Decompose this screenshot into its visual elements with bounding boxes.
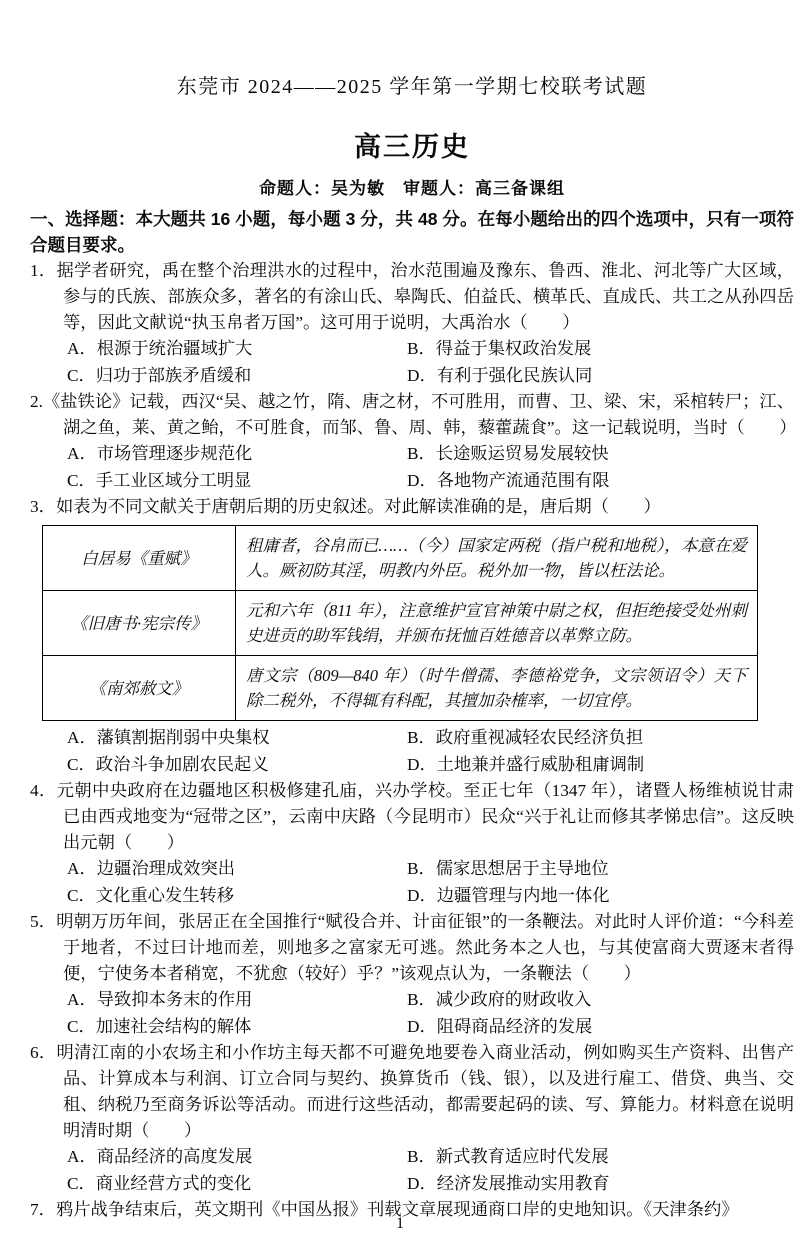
question-stem — [30, 1040, 794, 1144]
question-text: 据学者研究，禹在整个治理洪水的过程中，治水范围遍及豫东、鲁西、淮北、河北等广大区域，参与的氏族、部族众多，著名的有涂山氏、皋陶氏、伯益氏、横革氏、直成氏、共工之从孙四岳等，因此文献说“执玉帛者万国”。这可用于说明，大禹治水（ ） — [56, 261, 794, 332]
question-text: 元朝中央政府在边疆地区积极修建孔庙，兴办学校。至正七年（1347 年），诸暨人杨维桢说甘肃已由西戎地变为“冠带之区”，云南中庆路（今昆明市）民众“兴于礼让而修其孝悌忠信”。这反映出元朝（ ） — [56, 781, 794, 852]
sources-table — [42, 525, 758, 721]
question-block-3 — [30, 494, 794, 778]
option-a: A．边疆治理成效突出 — [67, 859, 236, 878]
table-row — [43, 591, 758, 656]
question-block-2 — [30, 389, 797, 494]
question-stem — [30, 258, 794, 336]
question-block-1 — [30, 258, 794, 389]
exam-paper-page — [0, 70, 800, 1251]
option-b: B．儒家思想居于主导地位 — [407, 859, 609, 878]
question-stem — [30, 494, 794, 520]
option-c: C．政治斗争加剧农民起义 — [67, 754, 269, 774]
option-d: D．边疆管理与内地一体化 — [407, 885, 610, 905]
table-row — [43, 656, 758, 721]
options-group — [30, 441, 794, 494]
option-d: D．各地物产流通范围有限 — [407, 470, 610, 490]
source-title-cell: 《旧唐书·宪宗传》 — [43, 591, 236, 656]
option-row — [30, 336, 794, 363]
option-b: B．新式教育适应时代发展 — [407, 1147, 609, 1166]
question-number: 3． — [30, 497, 56, 516]
option-c: C．加速社会结构的解体 — [67, 1016, 252, 1036]
option-c: C．归功于部族矛盾缓和 — [67, 365, 252, 385]
option-b: B．减少政府的财政收入 — [407, 990, 592, 1009]
table-row — [43, 526, 758, 591]
source-title-cell: 《南郊赦文》 — [43, 656, 236, 721]
option-a: A．商品经济的高度发展 — [67, 1147, 253, 1166]
option-b: B．政府重视减轻农民经济负担 — [407, 728, 644, 747]
question-number: 1． — [30, 261, 57, 280]
question-block-4 — [30, 778, 794, 909]
option-row — [30, 987, 794, 1014]
source-title-cell: 白居易《重赋》 — [43, 526, 236, 591]
question-stem — [30, 909, 794, 987]
exam-title: 东莞市 2024——2025 学年第一学期七校联考试题 — [176, 76, 648, 98]
question-number: 6． — [30, 1043, 57, 1062]
option-a: A．根源于统治疆域扩大 — [67, 339, 253, 358]
option-d: D．土地兼并盛行威胁租庸调制 — [407, 754, 645, 774]
question-text: 鸦片战争结束后，英文期刊《中国丛报》刊载文章展现通商口岸的史地知识。《天津条约》 — [55, 1200, 739, 1219]
question-number: 7． — [30, 1200, 56, 1219]
option-row — [30, 1014, 794, 1041]
question-text: 《盐铁论》记载，西汉“吴、越之竹，隋、唐之材，不可胜用，而曹、卫、梁、宋，采棺转尸；江、湖之鱼，莱、黄之鲐，不可胜食，而邹、鲁、周、韩，藜藿蔬食”。这一记载说明，当时（ ） — [42, 392, 797, 437]
option-a: A．藩镇割据削弱中央集权 — [67, 728, 270, 747]
options-group — [30, 725, 794, 778]
question-text: 明朝万历年间，张居正在全国推行“赋役合并、计亩征银”的一条鞭法。对此时人评价道：“今科差于地者，不过曰计地而差，则地多之富家无可逃。然此务本之人也，与其使富商大贾逐末者得便，宁使务本者稍宽，不犹愈（较好）乎？”该观点认为，一条鞭法（ ） — [56, 912, 794, 983]
option-a: A．导致抑本务末的作用 — [67, 990, 253, 1009]
option-a: A．市场管理逐步规范化 — [67, 444, 253, 463]
question-block-6 — [30, 1040, 794, 1197]
options-group — [30, 987, 794, 1040]
question-stem — [30, 389, 797, 441]
source-content-cell: 租庸者，谷帛而已……（今）国家定两税（指户税和地税），本意在爱人。厥初防其淫，明教内外臣。税外加一物，皆以枉法论。 — [236, 526, 758, 591]
option-row — [30, 468, 794, 495]
option-row — [30, 752, 794, 779]
source-content-cell: 元和六年（811 年），注意维护宣官神策中尉之权，但拒绝接受处州刺史进贡的助军钱绢，并颁布抚恤百姓德音以革弊立防。 — [236, 591, 758, 656]
options-group — [30, 856, 794, 909]
source-content-cell: 唐文宗（809—840 年）（时牛僧孺、李德裕党争，文宗领诏令）天下除二税外，不得辄有科配，其擅加杂榷率，一切宜停。 — [236, 656, 758, 721]
section-one-instructions: 一、选择题：本大题共 16 小题，每小题 3 分，共 48 分。在每小题给出的四个选项中，只有一项符合题目要求。 — [30, 209, 794, 255]
option-row — [30, 725, 794, 752]
option-row — [30, 1144, 794, 1171]
questions-list — [30, 258, 797, 1223]
option-c: C．商业经营方式的变化 — [67, 1173, 252, 1193]
option-b: B．长途贩运贸易发展较快 — [407, 444, 609, 463]
option-d: D．有利于强化民族认同 — [407, 365, 593, 385]
option-d: D．经济发展推动实用教育 — [407, 1173, 610, 1193]
question-text: 如表为不同文献关于唐朝后期的历史叙述。对此解读准确的是，唐后期（ ） — [55, 497, 661, 516]
question-text: 明清江南的小农场主和小作坊主每天都不可避免地要卷入商业活动，例如购买生产资料、出售产品、计算成本与利润、订立合同与契约、换算货币（钱、银），以及进行雇工、借贷、典当、交租、纳税乃至商务诉讼等活动。而进行这些活动，都需要起码的读、写、算能力。材料意在说明明清时期（ ） — [56, 1043, 794, 1140]
page-number: 1 — [396, 1215, 404, 1232]
question-number: 2. — [30, 392, 43, 411]
options-group — [30, 1144, 794, 1197]
option-row — [30, 1171, 794, 1198]
option-row — [30, 363, 794, 390]
question-number: 4． — [30, 781, 57, 800]
options-group — [30, 336, 794, 389]
option-row — [30, 856, 794, 883]
option-c: C．文化重心发生转移 — [67, 885, 235, 905]
option-c: C．手工业区域分工明显 — [67, 470, 252, 490]
option-d: D．阻碍商品经济的发展 — [407, 1016, 593, 1036]
subject-title: 高三历史 — [354, 132, 470, 162]
question-stem — [30, 778, 794, 856]
option-row — [30, 883, 794, 910]
question-number: 5． — [30, 912, 57, 931]
option-b: B．得益于集权政治发展 — [407, 339, 592, 358]
question-block-5 — [30, 909, 794, 1040]
authors-line: 命题人：吴为敏 审题人：高三备课组 — [259, 179, 565, 198]
option-row — [30, 441, 794, 468]
